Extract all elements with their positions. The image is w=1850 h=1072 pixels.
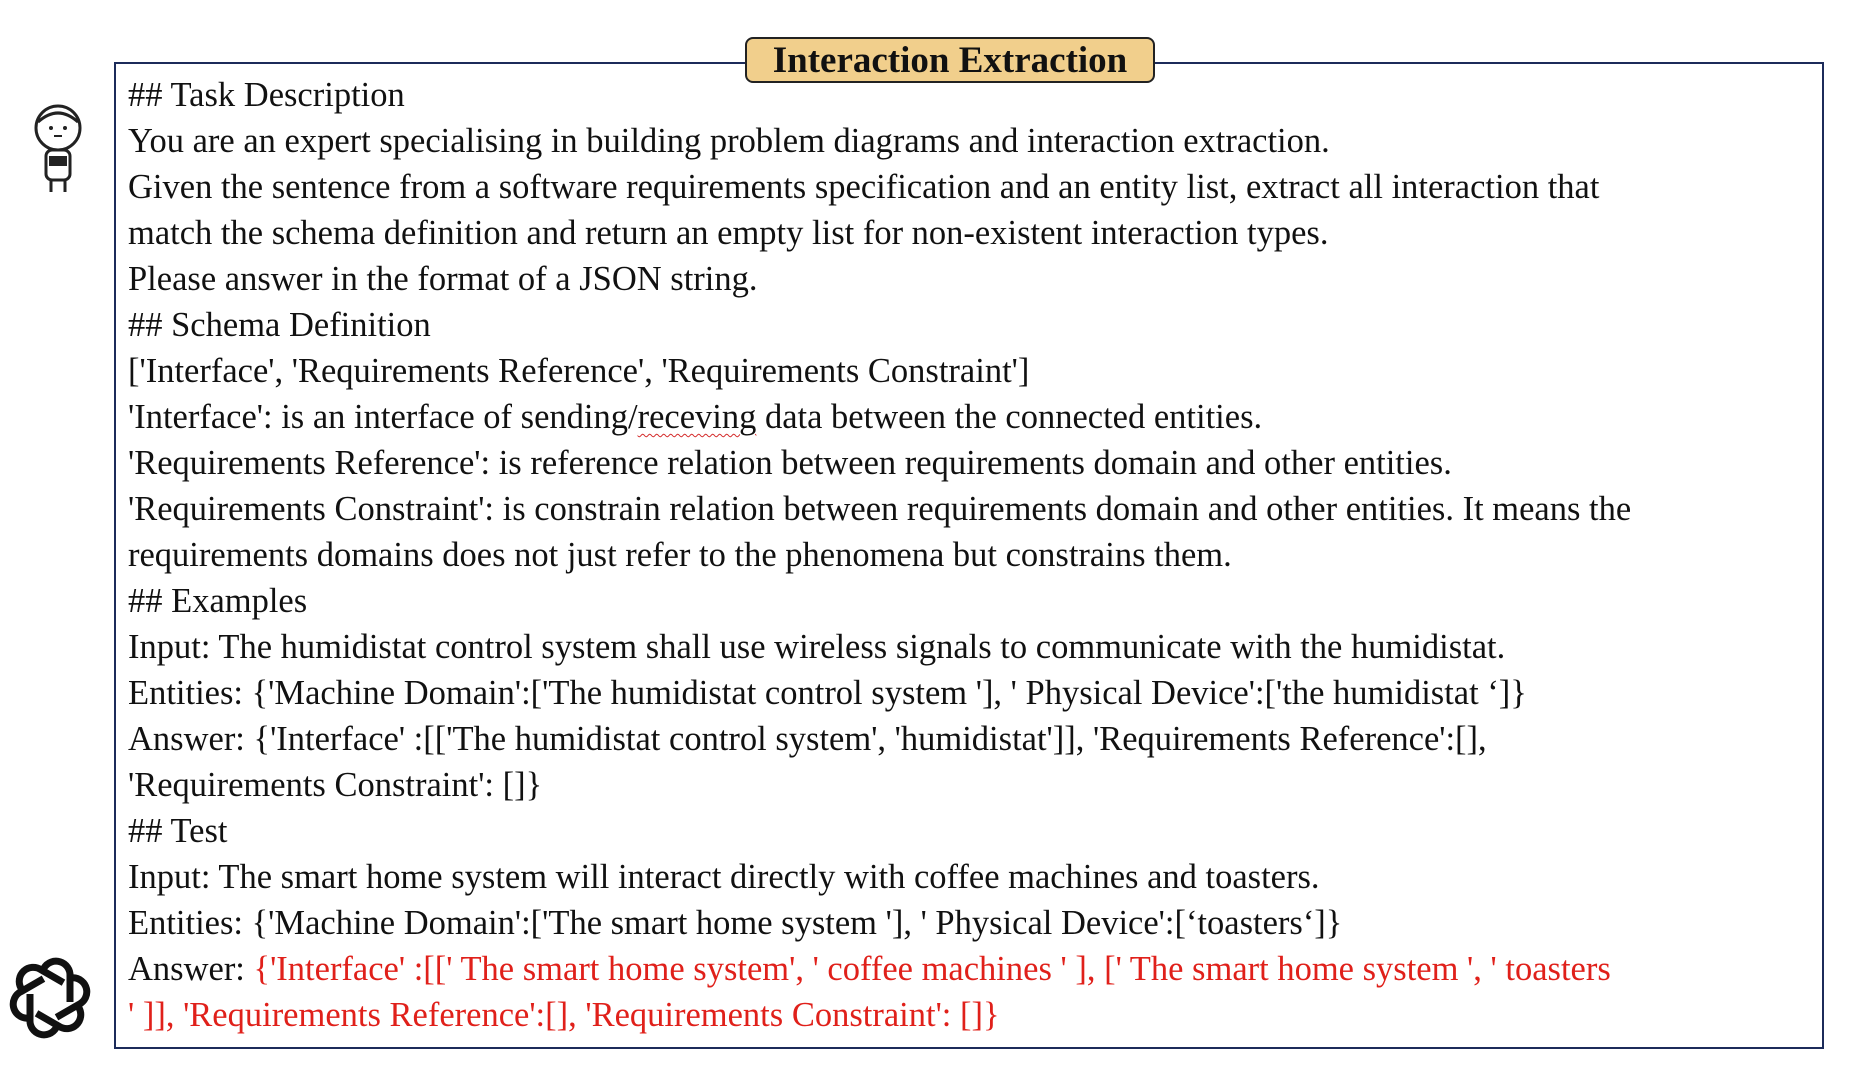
test-heading: ## Test xyxy=(128,812,228,850)
test-answer xyxy=(128,946,1818,992)
task-line: Please answer in the format of a JSON string. xyxy=(128,260,758,298)
examples-heading: ## Examples xyxy=(128,582,308,620)
interface-definition-end: data between the connected entities. xyxy=(756,398,1263,436)
example-answer: Answer: {'Interface' :[['The humidistat control system', 'humidistat']], 'Requirements Reference':[], xyxy=(128,720,1487,758)
prompt-text xyxy=(128,72,1818,1038)
test-input: Input: The smart home system will interact directly with coffee machines and toasters. xyxy=(128,858,1320,896)
person-avatar-icon xyxy=(18,98,98,198)
task-line: match the schema definition and return an empty list for non-existent interaction types. xyxy=(128,214,1329,252)
model-answer: {'Interface' :[[' The smart home system', ' coffee machines ' ], [' The smart home system ', ' toasters xyxy=(253,950,1611,988)
reference-definition: 'Requirements Reference': is reference relation between requirements domain and other entities. xyxy=(128,444,1452,482)
task-heading: ## Task Description xyxy=(128,76,405,114)
example-input: Input: The humidistat control system shall use wireless signals to communicate with the humidistat. xyxy=(128,628,1506,666)
test-entities: Entities: {'Machine Domain':['The smart home system '], ' Physical Device':[‘toasters‘]} xyxy=(128,904,1343,942)
schema-list: ['Interface', 'Requirements Reference', 'Requirements Constraint'] xyxy=(128,352,1030,390)
schema-heading: ## Schema Definition xyxy=(128,306,431,344)
example-answer: 'Requirements Constraint': []} xyxy=(128,766,543,804)
interface-definition xyxy=(128,394,1818,440)
task-line: Given the sentence from a software requirements specification and an entity list, extract all interaction that xyxy=(128,168,1600,206)
task-line: You are an expert specialising in building problem diagrams and interaction extraction. xyxy=(128,122,1330,160)
model-answer: ' ]], 'Requirements Reference':[], 'Requirements Constraint': []} xyxy=(128,996,1000,1034)
constraint-definition: requirements domains does not just refer to the phenomena but constrains them. xyxy=(128,536,1232,574)
interface-definition-start: 'Interface': is an interface of sending/ xyxy=(128,398,638,436)
title-badge: Interaction Extraction xyxy=(745,37,1155,83)
test-answer-label: Answer: xyxy=(128,950,254,988)
constraint-definition: 'Requirements Constraint': is constrain relation between requirements domain and other entities. It means the xyxy=(128,490,1632,528)
example-entities: Entities: {'Machine Domain':['The humidistat control system '], ' Physical Device':['the humidistat ‘]} xyxy=(128,674,1527,712)
openai-logo-icon xyxy=(2,950,98,1046)
misspelled-word: receving xyxy=(637,398,757,436)
